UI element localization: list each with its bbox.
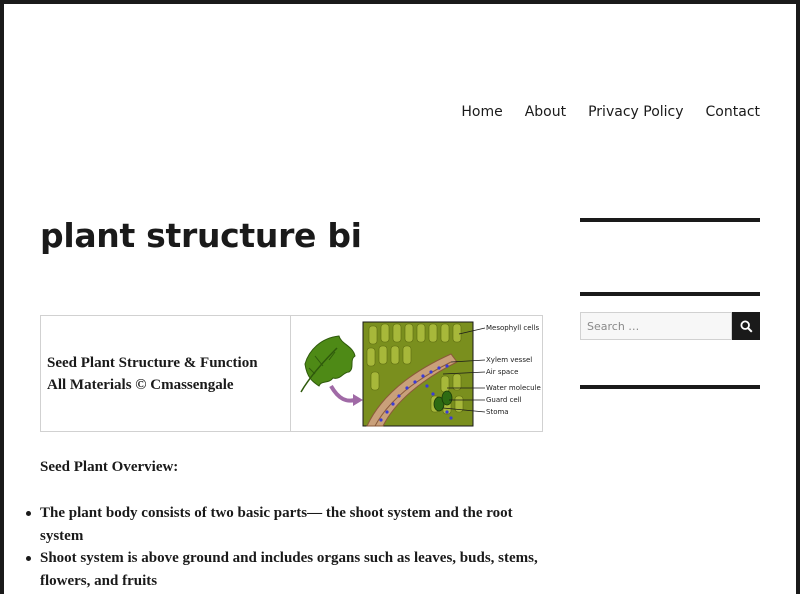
- overview-list: [40, 502, 540, 592]
- list-item: Shoot system is above ground and includes organs such as leaves, buds, stems, flowers, and fruits: [40, 547, 540, 592]
- sidebar-divider: [580, 385, 760, 389]
- nav-contact[interactable]: Contact: [705, 104, 760, 120]
- label-air-space: Air space: [486, 368, 519, 376]
- search-input[interactable]: [580, 312, 732, 340]
- page-frame: [4, 4, 796, 594]
- label-stoma: Stoma: [486, 408, 509, 416]
- nav-about[interactable]: About: [524, 104, 567, 120]
- main-navigation: [461, 104, 760, 120]
- arrow-head-icon: [353, 394, 363, 406]
- label-water: Water molecule: [486, 384, 541, 392]
- arrow-icon: [331, 386, 355, 401]
- search-button[interactable]: [732, 312, 760, 340]
- label-mesophyll: Mesophyll cells: [486, 324, 540, 332]
- cross-section-icon: [363, 322, 473, 426]
- intro-title: Seed Plant Structure & Function: [47, 354, 258, 371]
- list-item: The plant body consists of two basic parts— the shoot system and the root system: [40, 502, 540, 547]
- nav-home[interactable]: Home: [461, 104, 503, 120]
- page-title: plant structure bi: [40, 216, 362, 255]
- label-guard-cell: Guard cell: [486, 396, 522, 404]
- overview-heading: Seed Plant Overview:: [40, 459, 179, 475]
- leaf-cross-section-diagram: [291, 316, 542, 431]
- sidebar-divider: [580, 292, 760, 296]
- intro-credit: All Materials © Cmassengale: [47, 376, 234, 393]
- intro-image-cell: [291, 316, 542, 431]
- intro-text-cell: [41, 316, 291, 431]
- search-form: [580, 312, 760, 340]
- intro-table: [40, 315, 543, 432]
- sidebar-divider: [580, 218, 760, 222]
- label-xylem: Xylem vessel: [486, 356, 533, 364]
- search-icon: [740, 320, 753, 333]
- nav-privacy-policy[interactable]: Privacy Policy: [588, 104, 684, 120]
- leaf-icon: [301, 336, 355, 392]
